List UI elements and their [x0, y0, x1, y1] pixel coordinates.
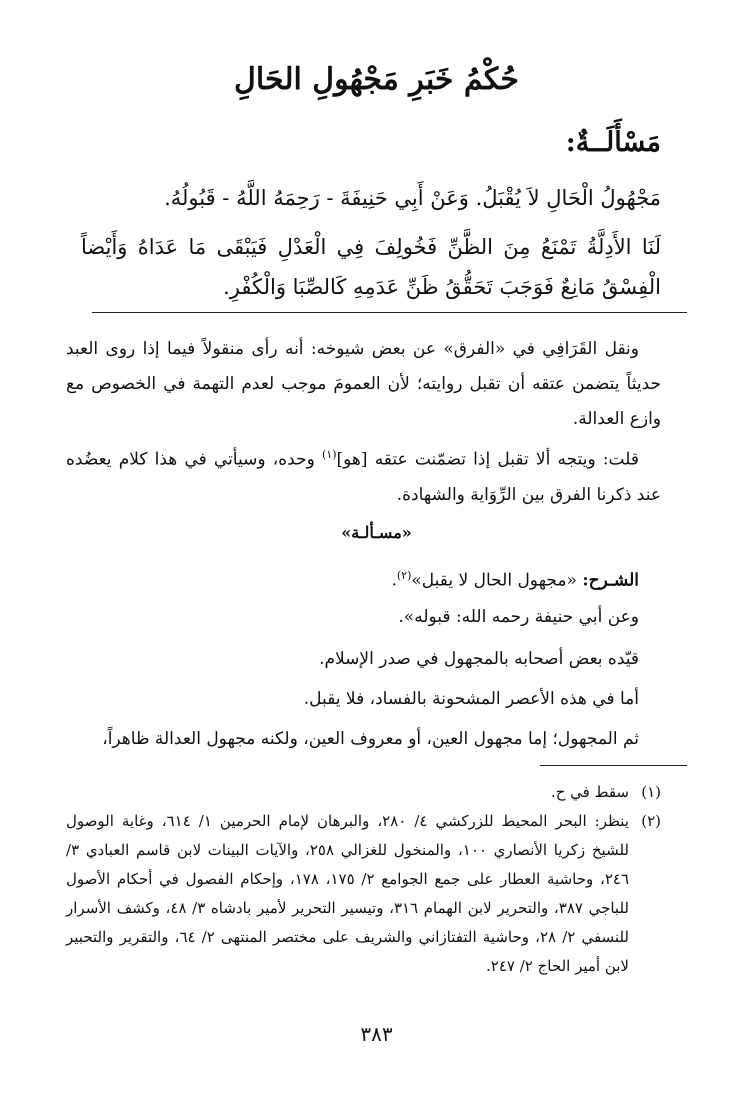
- separator-rule: [92, 312, 687, 313]
- commentary-paragraph-1: ونقل القَرَافِي في «الفرق» عن بعض شيوخه: أنه رأى منقولاً فيما إذا روى العبد حديثاً يتضمن عتقه أن تقبل روايته؛ لأن العمومَ موجب لعدم التهمة في الخصوص مع وازع العدالة.: [66, 339, 661, 429]
- commentary-line-c: أما في هذه الأعصر المشحونة بالفساد، فلا يقبل.: [303, 689, 639, 709]
- footnote-separator: [540, 765, 687, 766]
- footnote-2: [66, 807, 661, 981]
- footnote-number: (١): [641, 783, 661, 801]
- sharh-line: [66, 558, 661, 599]
- commentary-line-a: وعن أبي حنيفة رحمه الله: قبوله».: [398, 607, 639, 627]
- page-title: حُكْمُ خَبَرِ مَجْهُولِ الحَالِ: [234, 62, 519, 97]
- footnote-1: [66, 778, 661, 807]
- sharh-text: «مجهول الحال لا يقبل»: [411, 570, 583, 591]
- page-number: ٣٨٣: [360, 1022, 393, 1046]
- matn-line-2: لَنَا الأَدِلَّةُ تَمْنَعُ مِنَ الظَّنِّ فَخُولِفَ فِي الْعَدْلِ فَيَبْقَى مَا عَدَاهُ وَأَيْضاً الْفِسْقُ مَانِعٌ فَوَجَبَ تَحَقُّقُ ظَنِّ عَدَمِهِ كَالصِّبَا وَالْكُفْرِ.: [81, 235, 661, 299]
- paragraph-2-text-b: وحده، وسيأتي في هذا كلام يعضُده عند ذكرنا الفرق بين الرِّوَاية والشهادة.: [66, 449, 661, 505]
- matn-line-1: مَجْهُولُ الْحَالِ لاَ يُقْبَلُ. وَعَنْ أَبِي حَنِيفَةَ - رَحِمَهُ اللَّهُ - قَبُولُهُ.: [164, 186, 661, 210]
- footnote-text: سقط في ح.: [550, 783, 629, 801]
- matn-heading: مَسْأَلَــةٌ:: [565, 127, 661, 158]
- sharh-end: .: [391, 570, 397, 591]
- footnote-ref-2: (٢): [396, 569, 412, 582]
- sharh-label: الشـرح:: [582, 570, 639, 591]
- commentary-line-d: ثم المجهول؛ إما مجهول العين، أو معروف العين، ولكنه مجهول العدالة ظاهراً،: [102, 729, 639, 749]
- commentary-paragraph-2: [66, 437, 661, 513]
- paragraph-2-text-a: قلت: ويتجه ألا تقبل إذا تضمّنت عتقه [هو]: [336, 449, 640, 470]
- commentary-line-b: قيّده بعض أصحابه بالمجهول في صدر الإسلام.: [319, 649, 639, 669]
- footnote-number: (٢): [641, 812, 661, 830]
- footnote-text: ينظر: البحر المحيط للزركشي ٤/ ٢٨٠، والبرهان لإمام الحرمين ١/ ٦١٤، وغاية الوصول للشيخ زكريا الأنصاري ١٠٠، والمنخول للغزالي ٢٥٨، والآيات البينات لابن قاسم العبادي ٣/ ٢٤٦، وحاشية العطار على جمع الجوامع ٢/ ١٧٥، ١٧٨، وإحكام الفصول في أحكام الأصول للباجي ٣٨٧، والتحرير لابن الهمام ٣١٦، وتيسير التحرير لأمير بادشاه ٣/ ٤٨، وكشف الأسرار للنسفي ٢/ ٢٨، وحاشية التفتازاني والشريف على مختصر المنتهى ٢/ ٦٤، والتقرير والتحبير لابن أمير الحاج ٢/ ٢٤٧.: [66, 812, 629, 975]
- footnote-ref-1: (١): [321, 448, 337, 461]
- sub-heading: «مسـألـة»: [341, 523, 412, 542]
